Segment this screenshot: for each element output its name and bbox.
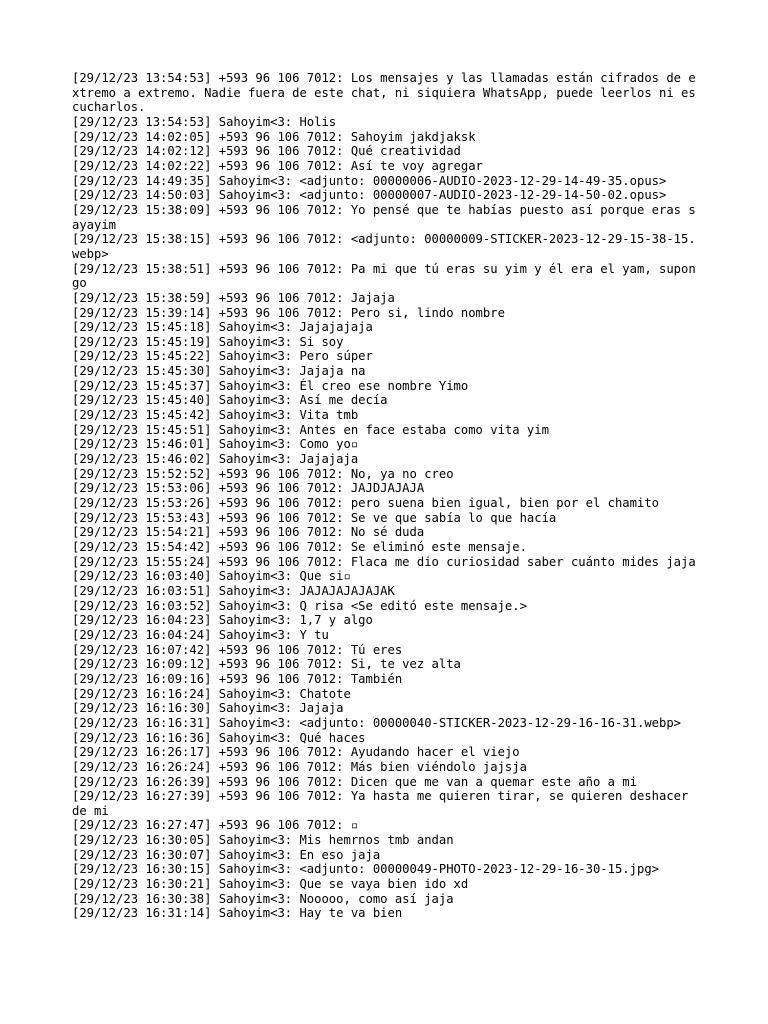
chat-message-line: [29/12/23 16:16:24] Sahoyim<3: Chatote bbox=[72, 686, 351, 701]
chat-message-line: [29/12/23 15:38:15] +593 96 106 7012: <adjunto: 00000009-STICKER-2023-12-29-15-38-15.webp> bbox=[72, 232, 696, 261]
chat-message-line: [29/12/23 14:50:03] Sahoyim<3: <adjunto: 00000007-AUDIO-2023-12-29-14-50-02.opus> bbox=[72, 188, 667, 203]
chat-message-line: [29/12/23 16:30:07] Sahoyim<3: En eso jaja bbox=[72, 847, 381, 862]
chat-message-line: [29/12/23 15:45:18] Sahoyim<3: Jajajajaja bbox=[72, 320, 373, 335]
chat-message-line: [29/12/23 15:45:22] Sahoyim<3: Pero súper bbox=[72, 349, 373, 364]
chat-message-line: [29/12/23 15:45:51] Sahoyim<3: Antes en face estaba como vita yim bbox=[72, 422, 549, 437]
chat-message-line: [29/12/23 16:16:30] Sahoyim<3: Jajaja bbox=[72, 701, 344, 716]
chat-message-line: [29/12/23 16:03:51] Sahoyim<3: JAJAJAJAJAJAK bbox=[72, 583, 395, 598]
chat-message-line: [29/12/23 16:09:16] +593 96 106 7012: También bbox=[72, 671, 403, 686]
chat-transcript bbox=[72, 71, 700, 921]
chat-message-line: [29/12/23 15:46:02] Sahoyim<3: Jajajaja bbox=[72, 452, 359, 467]
chat-message-line: [29/12/23 15:54:21] +593 96 106 7012: No sé duda bbox=[72, 525, 425, 540]
chat-message-line: [29/12/23 15:45:19] Sahoyim<3: Si soy bbox=[72, 334, 344, 349]
chat-message-line: [29/12/23 13:54:53] Sahoyim<3: Holis bbox=[72, 114, 337, 129]
chat-message-line: [29/12/23 15:53:26] +593 96 106 7012: pero suena bien igual, bien por el chamito bbox=[72, 496, 659, 511]
chat-message-line: [29/12/23 16:04:24] Sahoyim<3: Y tu bbox=[72, 627, 329, 642]
chat-message-line: [29/12/23 16:26:24] +593 96 106 7012: Más bien viéndolo jajsja bbox=[72, 759, 527, 774]
chat-message-line: [29/12/23 16:31:14] Sahoyim<3: Hay te va bien bbox=[72, 906, 403, 921]
chat-message-line: [29/12/23 14:02:05] +593 96 106 7012: Sahoyim jakdjaksk bbox=[72, 129, 476, 144]
chat-message-line: [29/12/23 15:46:01] Sahoyim<3: Como yo▫ bbox=[72, 437, 359, 452]
chat-message-line: [29/12/23 15:39:14] +593 96 106 7012: Pero si, lindo nombre bbox=[72, 305, 505, 320]
chat-message-line: [29/12/23 15:45:40] Sahoyim<3: Así me decía bbox=[72, 393, 388, 408]
chat-message-line: [29/12/23 14:02:22] +593 96 106 7012: Así te voy agregar bbox=[72, 158, 483, 173]
chat-message-line: [29/12/23 15:54:42] +593 96 106 7012: Se eliminó este mensaje. bbox=[72, 540, 527, 554]
chat-message-line: [29/12/23 16:16:31] Sahoyim<3: <adjunto: 00000040-STICKER-2023-12-29-16-16-31.webp> bbox=[72, 715, 682, 730]
chat-message-line: [29/12/23 15:52:52] +593 96 106 7012: No, ya no creo bbox=[72, 466, 454, 481]
chat-message-line: [29/12/23 15:45:30] Sahoyim<3: Jajaja na bbox=[72, 364, 366, 379]
chat-message-line: [29/12/23 13:54:53] +593 96 106 7012: Los mensajes y las llamadas están cifrados de extremo a extremo. Nadie fuera de este chat, ni siquiera WhatsApp, puede leerlos ni escucharlos. bbox=[72, 71, 696, 115]
chat-message-line: [29/12/23 15:53:06] +593 96 106 7012: JAJDJAJAJA bbox=[72, 481, 425, 496]
chat-message-line: [29/12/23 16:27:39] +593 96 106 7012: Ya hasta me quieren tirar, se quieren deshacer de mi bbox=[72, 789, 696, 818]
chat-message-line: [29/12/23 16:26:17] +593 96 106 7012: Ayudando hacer el viejo bbox=[72, 745, 520, 760]
chat-message-line: [29/12/23 16:27:47] +593 96 106 7012: ▫ bbox=[72, 818, 359, 833]
chat-message-line: [29/12/23 15:53:43] +593 96 106 7012: Se ve que sabía lo que hacía bbox=[72, 510, 557, 525]
chat-message-line: [29/12/23 16:30:15] Sahoyim<3: <adjunto: 00000049-PHOTO-2023-12-29-16-30-15.jpg> bbox=[72, 862, 659, 877]
chat-message-line: [29/12/23 15:45:42] Sahoyim<3: Vita tmb bbox=[72, 408, 359, 423]
chat-message-line: [29/12/23 15:38:51] +593 96 106 7012: Pa mi que tú eras su yim y él era el yam, supongo bbox=[72, 261, 696, 291]
chat-message-line: [29/12/23 16:30:21] Sahoyim<3: Que se vaya bien ido xd bbox=[72, 877, 469, 892]
chat-message-line: [29/12/23 16:09:12] +593 96 106 7012: Si, te vez alta bbox=[72, 657, 461, 672]
chat-message-line: [29/12/23 16:30:38] Sahoyim<3: Nooooo, como así jaja bbox=[72, 891, 454, 906]
chat-message-line: [29/12/23 14:02:12] +593 96 106 7012: Qué creatividad bbox=[72, 144, 461, 159]
chat-message-line: [29/12/23 14:49:35] Sahoyim<3: <adjunto: 00000006-AUDIO-2023-12-29-14-49-35.opus> bbox=[72, 173, 667, 188]
chat-message-line: [29/12/23 16:30:05] Sahoyim<3: Mis hemrnos tmb andan bbox=[72, 833, 454, 848]
chat-message-line: [29/12/23 16:07:42] +593 96 106 7012: Tú eres bbox=[72, 642, 403, 657]
chat-message-line: [29/12/23 16:04:23] Sahoyim<3: 1,7 y algo bbox=[72, 613, 373, 628]
chat-message-line: [29/12/23 15:55:24] +593 96 106 7012: Flaca me dio curiosidad saber cuánto mides jaja bbox=[72, 554, 696, 569]
chat-message-line: [29/12/23 16:03:52] Sahoyim<3: Q risa <Se editó este mensaje.> bbox=[72, 598, 527, 613]
chat-message-line: [29/12/23 16:16:36] Sahoyim<3: Qué haces bbox=[72, 730, 366, 745]
chat-message-line: [29/12/23 15:38:09] +593 96 106 7012: Yo pensé que te habías puesto así porque eras sayayim bbox=[72, 202, 696, 232]
chat-message-line: [29/12/23 16:26:39] +593 96 106 7012: Dicen que me van a quemar este año a mi bbox=[72, 774, 637, 789]
chat-message-line: [29/12/23 15:45:37] Sahoyim<3: Él creo ese nombre Yimo bbox=[72, 378, 469, 393]
chat-message-line: [29/12/23 15:38:59] +593 96 106 7012: Jajaja bbox=[72, 290, 395, 305]
chat-message-line: [29/12/23 16:03:40] Sahoyim<3: Que si▫ bbox=[72, 569, 351, 584]
